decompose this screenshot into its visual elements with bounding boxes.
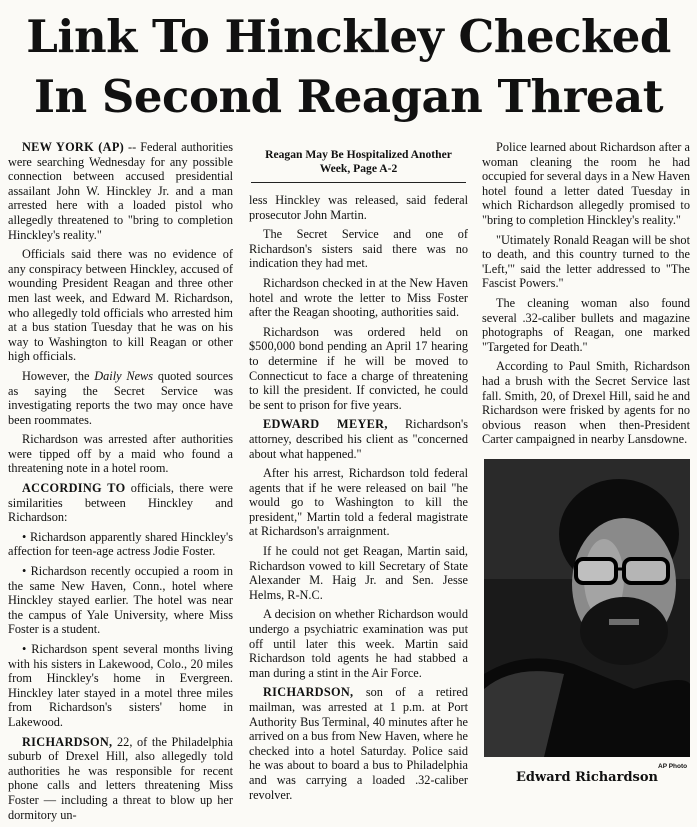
subhead-lead: RICHARDSON,: [263, 685, 354, 700]
paragraph: The cleaning woman also found several .32-caliber bullets and magazine photographs of Reagan, one marked "Targeted for Death.": [482, 295, 690, 354]
paragraph: "Utimately Ronald Reagan will be shot to death, and this country turned to the 'Left,'" said the letter addressed to "The Fascist Powers.": [482, 232, 690, 291]
paragraph: A decision on whether Richardson would undergo a psychiatric examination was put off until later this week. Martin said Richardson told agents he had stabbed a man during a stint in the Air Force.: [249, 607, 468, 680]
article-column-3: [482, 140, 690, 452]
paragraph: The Secret Service and one of Richardson's sisters said there was no indication they had met.: [249, 227, 468, 271]
paragraph: RICHARDSON, son of a retired mailman, was arrested at 1 p.m. at Port Authority Bus Terminal, 40 minutes after he arrived on a bus from New Haven, where he checked into a hotel Saturday. Police said he was about to board a bus to Philadelphia and was carrying a loaded .32-caliber revolver.: [249, 685, 468, 802]
paragraph: However, the Daily News quoted sources as saying the Secret Service was investigating reports the two may once have been roommates.: [8, 368, 234, 427]
article-column-1: [8, 140, 233, 827]
headline-line-1: Link To Hinckley Checked: [26, 10, 671, 63]
article-column-2: [249, 146, 468, 807]
paragraph: Richardson checked in at the New Haven hotel and wrote the letter to Miss Foster after the Reagan shooting, authorities said.: [249, 275, 468, 320]
paragraph: ACCORDING TO officials, there were similarities between Hinckley and Richardson:: [8, 481, 233, 525]
dateline: NEW YORK (AP): [22, 140, 125, 154]
paragraph: Richardson was arrested after authorities were tipped off by a maid who found a threatening note in a hotel room.: [8, 432, 233, 476]
headline-line-2: In Second Reagan Threat: [33, 70, 663, 123]
paragraph: If he could not get Reagan, Martin said, Richardson vowed to kill Secretary of State Alexander M. Haig Jr. and Sen. Jesse Helms, R-N.C.: [249, 544, 468, 602]
bullet-item: • Richardson spent several months living with his sisters in Lakewood, Colo., 20 miles from Hinckley's home in Evergreen. Hinckley later stayed in a motel three miles from Richardson's sisters' home in Lakewood.: [8, 642, 233, 729]
subhead-lead: ACCORDING TO: [22, 481, 126, 496]
paragraph: According to Paul Smith, Richardson had a brush with the Secret Service last fall. Smith, 20, of Drexel Hill, said he and Richardson were frisked by agents for no obvious reason when then-President Carter campaigned in nearby Lansdowne.: [482, 359, 690, 447]
photo-credit: AP Photo: [658, 763, 688, 770]
paragraph: EDWARD MEYER, Richardson's attorney, described his client as "concerned about what happened.": [249, 417, 468, 461]
paragraph: After his arrest, Richardson told federal agents that if he were released on bail "he would go to Washington to kill the president," Martin told a federal magistrate at Richardson's arraignment.: [249, 466, 468, 539]
paragraph: NEW YORK (AP) -- Federal authorities were searching Wednesday for any possible connection between accused presidential assailant John W. Hinckley Jr. and a man arrested here with a loaded pistol who allegedly threatened to "bring to completion Hinckley's reality.": [8, 140, 233, 242]
paragraph: Police learned about Richardson after a woman cleaning the room he had occupied for several days in a New Haven hotel found a letter dated Tuesday in which Richardson allegedly promised to "bring to completion Hinckley's reality.": [482, 140, 690, 227]
photo-caption: Edward Richardson: [516, 770, 658, 785]
bullet-item: • Richardson recently occupied a room in the same New Haven, Conn., hotel where Hinckley stayed earlier. The hotel was near the campus of Yale University, where Miss Foster is a student.: [8, 564, 233, 637]
publication-name: Daily News: [94, 368, 154, 383]
portrait-photo: [484, 459, 690, 757]
paragraph: Officials said there was no evidence of any conspiracy between Hinckley, accused of wounding President Reagan and three other men last week, and Edward M. Richardson, who allegedly told officials who arrested him at a bus station Tuesday that he was on his way to Washington to kill Reagan or other high officials.: [8, 247, 233, 364]
portrait-illustration: [484, 459, 690, 757]
subhead-lead: EDWARD MEYER,: [263, 417, 388, 432]
related-story-reference: Reagan May Be Hospitalized Another Week, Page A-2: [251, 146, 466, 183]
paragraph: Richardson was ordered held on $500,000 bond pending an April 17 hearing to determine if he will be moved to Connecticut to face a charge of threatening to kill the president. If convicted, he could be sent to prison for five years.: [249, 324, 468, 412]
paragraph: RICHARDSON, 22, of the Philadelphia suburb of Drexel Hill, also allegedly told authorities he was responsible for recent phone calls and letters threatening Miss Foster — including a threat to blow up her dormitory un-: [8, 734, 233, 822]
paragraph: less Hinckley was released, said federal prosecutor John Martin.: [249, 193, 468, 222]
subhead-lead: RICHARDSON,: [22, 734, 113, 749]
bullet-item: • Richardson apparently shared Hinckley's affection for teen-age actress Jodie Foster.: [8, 529, 233, 559]
